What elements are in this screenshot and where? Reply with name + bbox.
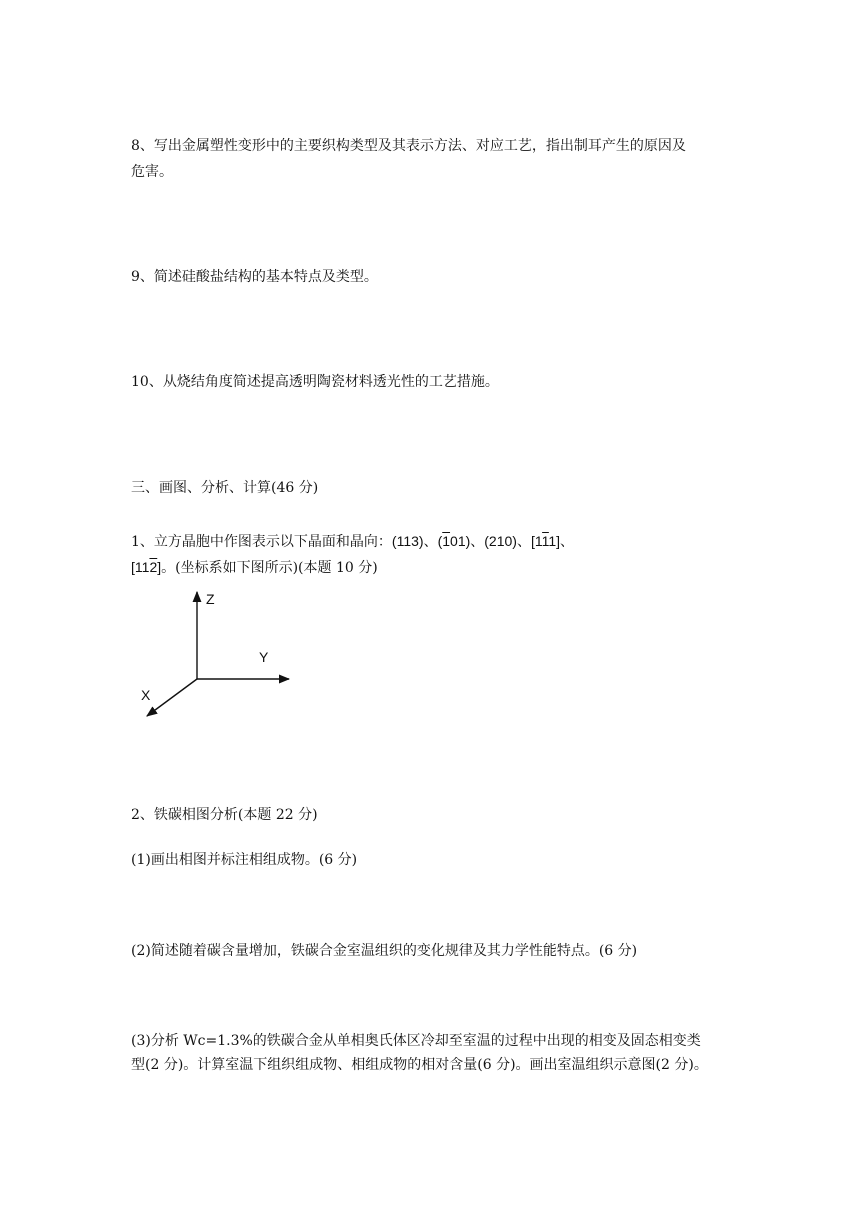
x-axis-label: X — [141, 687, 151, 703]
separator: 、 — [560, 534, 575, 550]
problem-2-sub3-line1: (3)分析 Wc=1.3%的铁碳合金从单相奥氏体区冷却至室温的过程中出现的相变及固态相变类 — [131, 1033, 701, 1049]
question-10: 10、从烧结角度简述提高透明陶瓷材料透光性的工艺措施。 — [131, 374, 499, 390]
plane-210: (210) — [484, 533, 517, 549]
direction-1-bar1-1: [111] — [530, 533, 561, 549]
separator: 、 — [516, 534, 531, 550]
question-9: 9、简述硅酸盐结构的基本特点及类型。 — [131, 269, 378, 285]
plane-113: (113) — [391, 533, 424, 549]
section-3-heading: 三、画图、分析、计算(46 分) — [131, 480, 319, 496]
problem-2-sub1: (1)画出相图并标注相组成物。(6 分) — [131, 852, 358, 868]
separator: 、 — [423, 534, 438, 550]
question-8-line2: 危害。 — [131, 164, 173, 180]
problem-1-prefix: 1、立方晶胞中作图表示以下晶面和晶向： — [131, 534, 392, 550]
problem-2-sub3-line2: 型(2 分)。计算室温下组织组成物、相组成物的相对含量(6 分)。画出室温组织示意图(2 分)。 — [131, 1057, 708, 1073]
separator: 、 — [470, 534, 485, 550]
plane-bar1-01: (101) — [437, 533, 471, 549]
direction-11-bar2: [112] — [131, 559, 162, 575]
z-axis-label: Z — [206, 591, 215, 607]
problem-1-suffix: 。(坐标系如下图所示)(本题 10 分) — [161, 560, 378, 576]
x-axis — [147, 679, 197, 716]
problem-2-sub2: (2)简述随着碳含量增加，铁碳合金室温组织的变化规律及其力学性能特点。(6 分) — [131, 943, 638, 959]
question-8-line1: 8、写出金属塑性变形中的主要织构类型及其表示方法、对应工艺，指出制耳产生的原因及 — [131, 138, 686, 154]
problem-2-title: 2、铁碳相图分析(本题 22 分) — [131, 807, 318, 823]
y-axis-label: Y — [259, 649, 269, 665]
